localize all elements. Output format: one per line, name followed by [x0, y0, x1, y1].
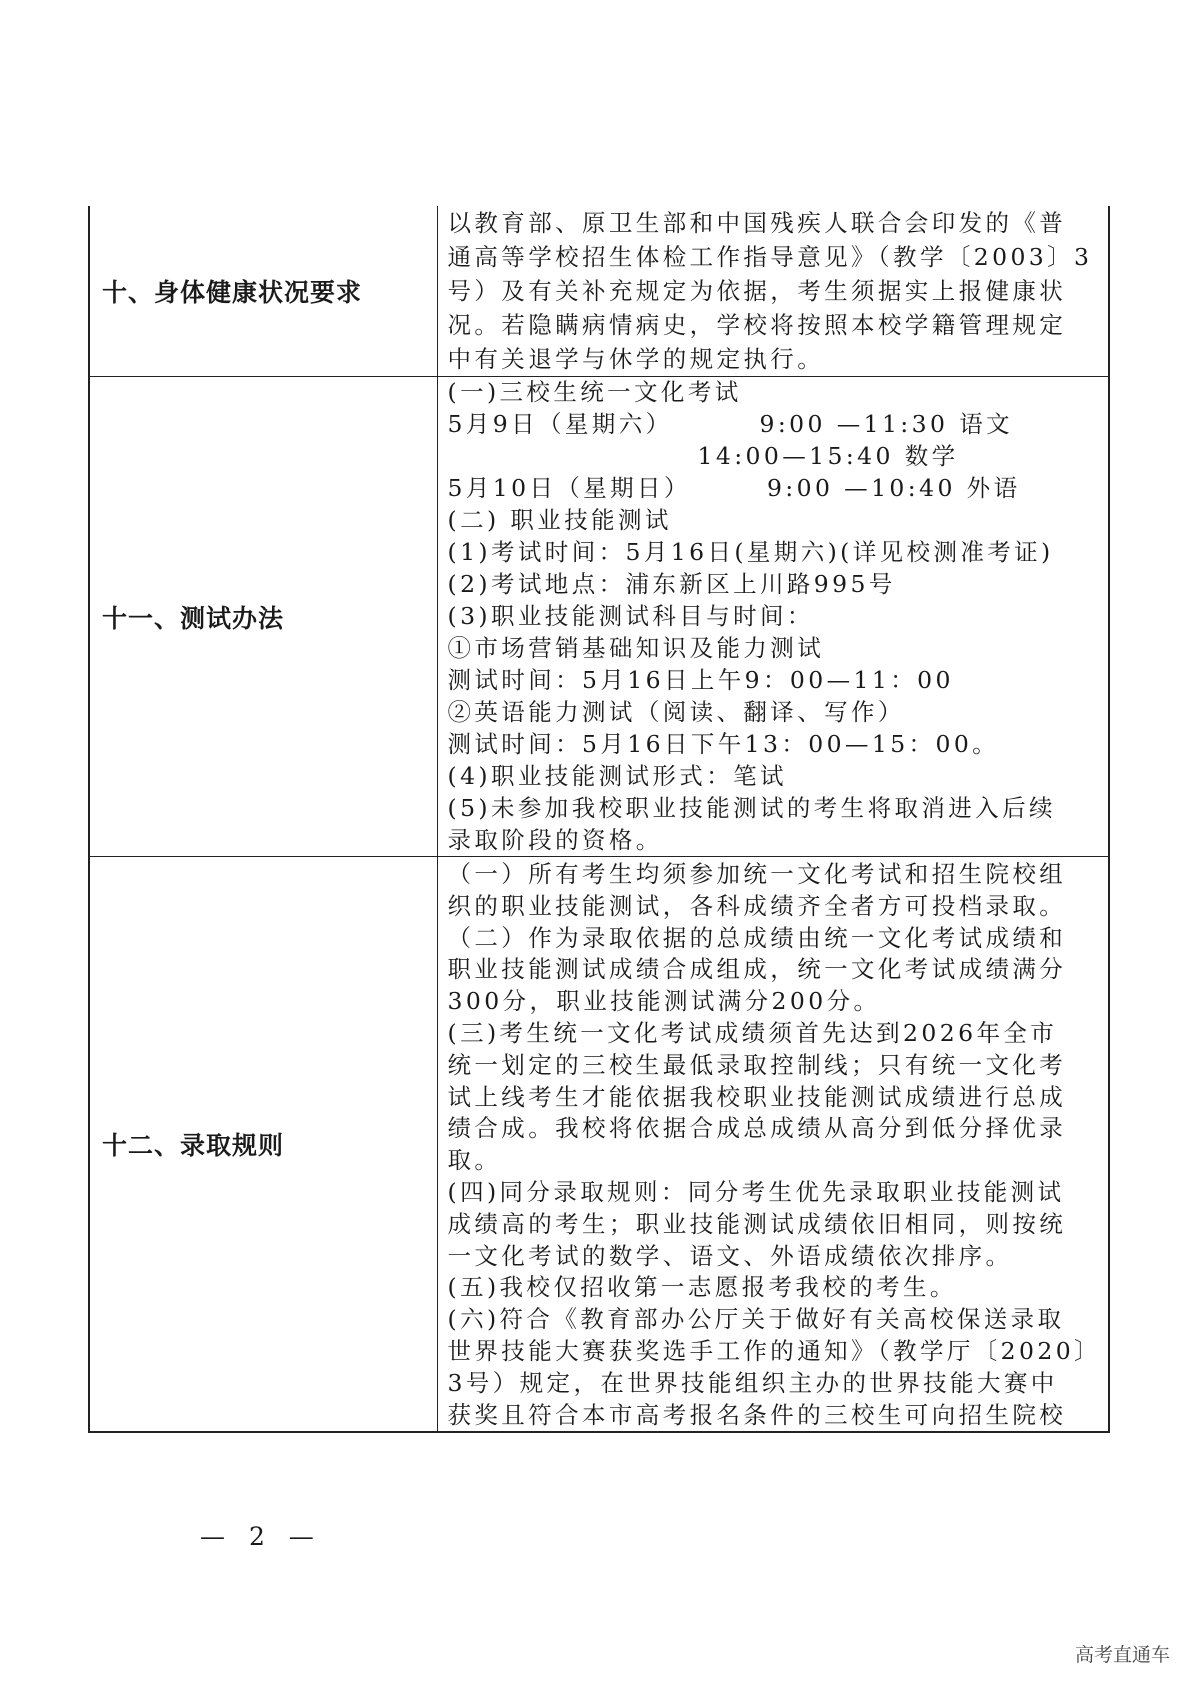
content-line: ②英语能力测试（阅读、翻译、写作） [447, 698, 905, 726]
content-line: 况。若隐瞒病情病史，学校将按照本校学籍管理规定 [447, 311, 1067, 339]
table-row [89, 206, 1109, 377]
content-line: 中有关退学与休学的规定执行。 [447, 345, 825, 373]
content-line: (4)职业技能测试形式：笔试 [447, 762, 787, 790]
row-content-admission-rules [437, 857, 1109, 1433]
content-line: 统一划定的三校生最低录取控制线；只有统一文化考 [447, 1050, 1067, 1079]
content-line: 获奖且符合本市高考报名条件的三校生可向招生院校 [447, 1400, 1067, 1429]
content-line: 取。 [447, 1146, 502, 1175]
content-line: 世界技能大赛获奖选手工作的通知》（教学厅〔2020〕 [447, 1336, 1101, 1365]
content-line: 3号）规定，在世界技能组织主办的世界技能大赛中 [447, 1368, 1058, 1397]
content-line: (五)我校仅招收第一志愿报考我校的考生。 [447, 1273, 957, 1302]
content-line: (3)职业技能测试科目与时间： [447, 602, 814, 630]
content-line: （一）所有考生均须参加统一文化考试和招生院校组 [447, 860, 1067, 888]
content-line: 绩合成。我校将依据合成总成绩从高分到低分择优录 [447, 1114, 1067, 1143]
row-label-health: 十、身体健康状况要求 [89, 206, 437, 377]
content-line: 通高等学校招生体检工作指导意见》（教学〔2003〕3 [447, 243, 1093, 271]
content-line: (三)考生统一文化考试成绩须首先达到2026年全市 [447, 1018, 1058, 1047]
row-label-admission-rules: 十二、录取规则 [89, 857, 437, 1433]
content-line: (六)符合《教育部办公厅关于做好有关高校保送录取 [447, 1305, 1065, 1334]
row-label-test-method: 十一、测试办法 [89, 377, 437, 857]
table-row [89, 377, 1109, 857]
content-line: 织的职业技能测试，各科成绩齐全者方可投档录取。 [447, 891, 1067, 920]
content-line: 一文化考试的数学、语文、外语成绩依次排序。 [447, 1241, 1013, 1270]
content-line: 职业技能测试成绩合成组成，统一文化考试成绩满分 [447, 955, 1067, 984]
content-line: 号）及有关补充规定为依据，考生须据实上报健康状 [447, 277, 1067, 305]
row-content-health [437, 206, 1109, 377]
content-line: (1)考试时间：5月16日(星期六)(详见校测准考证) [447, 538, 1054, 566]
content-line: (四)同分录取规则：同分考生优先录取职业技能测试 [447, 1177, 1065, 1206]
content-line: 5月10日（星期日） 9:00 —10:40 外语 [447, 474, 1021, 502]
content-line: (二) 职业技能测试 [447, 506, 672, 534]
watermark-text: 高考直通车 [1074, 1644, 1170, 1666]
content-line: 5月9日（星期六） 9:00 —11:30 语文 [447, 410, 1013, 438]
content-line: 测试时间：5月16日下午13：00—15：00。 [447, 730, 1000, 758]
content-line: ①市场营销基础知识及能力测试 [447, 634, 825, 662]
content-line: (一)三校生统一文化考试 [447, 378, 742, 406]
row-content-test-method [437, 377, 1109, 857]
content-line: 成绩高的考生；职业技能测试成绩依旧相同，则按统 [447, 1209, 1067, 1238]
content-line: 14:00—15:40 数学 [447, 442, 959, 470]
page-number: — 2 — [200, 1522, 322, 1551]
content-line: 试上线考生才能依据我校职业技能测试成绩进行总成 [447, 1082, 1067, 1111]
content-line: 测试时间：5月16日上午9：00—11：00 [447, 666, 954, 694]
content-line: 300分，职业技能测试满分200分。 [447, 987, 881, 1016]
content-line: （二）作为录取依据的总成绩由统一文化考试成绩和 [447, 923, 1067, 952]
table-row [89, 857, 1109, 1433]
content-line: 以教育部、原卫生部和中国残疾人联合会印发的《普 [447, 209, 1067, 237]
content-line: (5)未参加我校职业技能测试的考生将取消进入后续 [447, 794, 1056, 822]
admission-policy-table [88, 206, 1110, 1433]
content-line: (2)考试地点：浦东新区上川路995号 [447, 570, 896, 598]
content-line: 录取阶段的资格。 [447, 826, 663, 854]
